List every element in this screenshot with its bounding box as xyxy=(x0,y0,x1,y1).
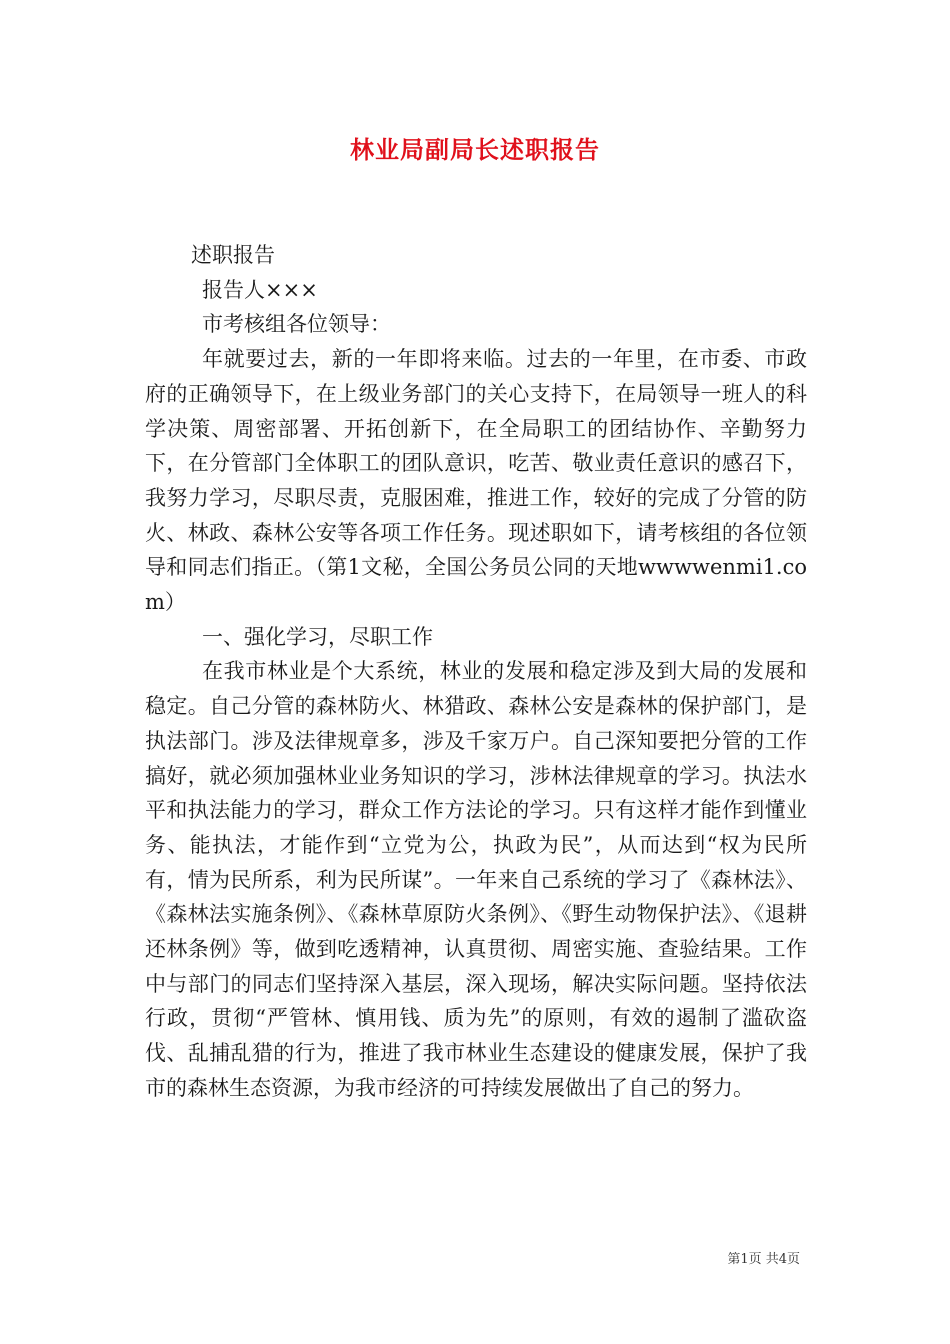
reporter-line: 报告人××× xyxy=(202,277,318,302)
page-number: 第1页 共4页 xyxy=(727,1252,800,1267)
section-heading-1: 一、强化学习，尽职工作 xyxy=(202,624,433,649)
report-heading: 述职报告 xyxy=(191,243,275,267)
document-title: 林业局副局长述职报告 xyxy=(350,135,600,164)
salutation: 市考核组各位领导： xyxy=(202,312,391,337)
section-1-paragraph: 在我市林业是个大系统，林业的发展和稳定涉及到大局的发展和稳定。自己分管的森林防火、林猎政、森林公安是森林的保护部门，是执法部门。涉及法律规章多，涉及千家万户。自己深知要把分管的工作搞好，就必须加强林业业务知识的学习，涉林法律规章的学习。执法水平和执法能力的学习，群众工作方法论的学习。只有这样才能作到懂业务、能执法，才能作到“立党为公，执政为民”，从而达到“权为民所有，情为民所系，利为民所谋”。一年来自己系统的学习了《森林法》、《森林法实施条例》、《森林草原防火条例》、《野生动物保护法》、《退耕还林条例》等，做到吃透精神，认真贯彻、周密实施、查验结果。工作中与部门的同志们坚持深入基层，深入现场，解决实际问题。坚持依法行政，贯彻“严管林、慎用钱、质为先”的原则，有效的遏制了滥砍盗伐、乱捕乱猎的行为，推进了我市林业生态建设的健康发展，保护了我市的森林生态资源，为我市经济的可持续发展做出了自己的努力。 xyxy=(145,659,807,1100)
intro-paragraph: 年就要过去，新的一年即将来临。过去的一年里，在市委、市政府的正确领导下，在上级业务部门的关心支持下，在局领导一班人的科学决策、周密部署、开拓创新下，在全局职工的团结协作、辛勤努力下，在分管部门全体职工的团队意识，吃苦、敬业责任意识的感召下，我努力学习，尽职尽责，克服困难，推进工作，较好的完成了分管的防火、林政、森林公安等各项工作任务。现述职如下，请考核组的各位领导和同志们指正。（第1文秘，全国公务员公同的天地wwwwenmi1.com） xyxy=(145,347,807,615)
document-body xyxy=(145,238,807,1106)
